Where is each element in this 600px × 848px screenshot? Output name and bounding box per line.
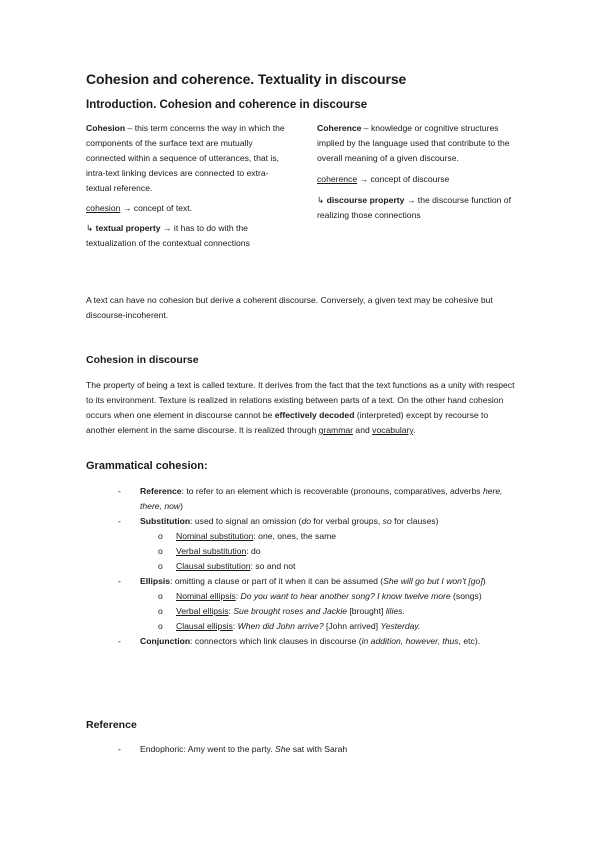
- cohesion-definition: Cohesion – this term concerns the way in which the components of the surface text are mutually connected within a sequence of utterances, that is, intra-text linking devices are connected to extra-textual reference.: [86, 123, 285, 193]
- circle-bullet: o: [158, 591, 163, 601]
- grammar-term: grammar: [318, 425, 354, 435]
- list-item-reference: - Reference: to refer to an element which is recoverable (pronouns, comparatives, adverbs here, there, now): [118, 486, 503, 511]
- cohesion-link: cohesion: [86, 203, 121, 213]
- grammatical-cohesion-heading: Grammatical cohesion:: [86, 460, 208, 472]
- circle-bullet: o: [158, 621, 163, 631]
- dash-bullet: -: [118, 636, 121, 646]
- coherence-term: Coherence: [317, 123, 362, 133]
- circle-bullet: o: [158, 546, 163, 556]
- return-arrow-icon: ↳: [86, 223, 96, 233]
- sub-item-verbal-substitution: o Verbal substitution: do: [118, 544, 518, 559]
- dash-bullet: -: [118, 516, 121, 526]
- dash-bullet: -: [118, 486, 121, 496]
- sub-item-verbal-ellipsis: o Verbal ellipsis: Sue brought roses and Jackie [brought] lilies.: [118, 604, 518, 619]
- reference-heading: Reference: [86, 719, 137, 731]
- coherence-definition: Coherence – knowledge or cognitive structures implied by the language used that contribute to the overall meaning of a given discourse.: [317, 123, 510, 163]
- cohesion-concept: cohesion → concept of text.: [86, 203, 193, 213]
- list-item-ellipsis: - Ellipsis: omitting a clause or part of it when it can be assumed (She will go but I won't [go]): [118, 574, 518, 589]
- summary-paragraph: A text can have no cohesion but derive a coherent discourse. Conversely, a given text may be cohesive but discourse-incoherent.: [86, 295, 493, 320]
- sub-item-nominal-ellipsis: o Nominal ellipsis: Do you want to hear another song? I know twelve more (songs): [118, 589, 518, 604]
- cohesion-term: Cohesion: [86, 123, 126, 133]
- vocabulary-term: vocabulary: [372, 425, 414, 435]
- cohesion-property: ↳ textual property → it has to do with the textualization of the contextual connections: [86, 223, 250, 248]
- circle-bullet: o: [158, 531, 163, 541]
- coherence-link: coherence: [317, 174, 358, 184]
- dash-bullet: -: [118, 744, 121, 754]
- sub-item-clausal-substitution: o Clausal substitution: so and not: [118, 559, 518, 574]
- reference-list: [118, 742, 518, 757]
- intro-heading: Introduction. Cohesion and coherence in discourse: [86, 99, 368, 111]
- sub-item-clausal-ellipsis: o Clausal ellipsis: When did John arrive? [John arrived] Yesterday.: [118, 619, 518, 634]
- coherence-column: [317, 121, 517, 223]
- list-item-conjunction: - Conjunction: connectors which link clauses in discourse (in addition, however, thus, etc).: [118, 634, 518, 649]
- circle-bullet: o: [158, 561, 163, 571]
- texture-paragraph: The property of being a text is called texture. It derives from the fact that the text functions as a unity with respect to its environment. Texture is realized in relations existing between parts of a text. On the other hand cohesion occurs when one element in discourse cannot be effectively decoded (interpreted) except by recourse to another element in the same discourse. It is realized through grammar and vocabulary.: [86, 380, 515, 435]
- document-title: Cohesion and coherence. Textuality in discourse: [86, 71, 407, 87]
- sub-item-nominal-substitution: o Nominal substitution: one, ones, the same: [118, 529, 518, 544]
- grammatical-cohesion-list: [118, 484, 518, 649]
- coherence-property: ↳ discourse property → the discourse function of realizing those connections: [317, 195, 511, 220]
- return-arrow-icon: ↳: [317, 195, 327, 205]
- dash-bullet: -: [118, 576, 121, 586]
- list-item-substitution: - Substitution: used to signal an omission (do for verbal groups, so for clauses): [118, 514, 518, 529]
- coherence-concept: coherence → concept of discourse: [317, 174, 450, 184]
- cohesion-in-discourse-heading: Cohesion in discourse: [86, 354, 199, 366]
- circle-bullet: o: [158, 606, 163, 616]
- cohesion-column: [86, 121, 291, 251]
- list-item-endophoric: - Endophoric: Amy went to the party. She sat with Sarah: [118, 742, 518, 757]
